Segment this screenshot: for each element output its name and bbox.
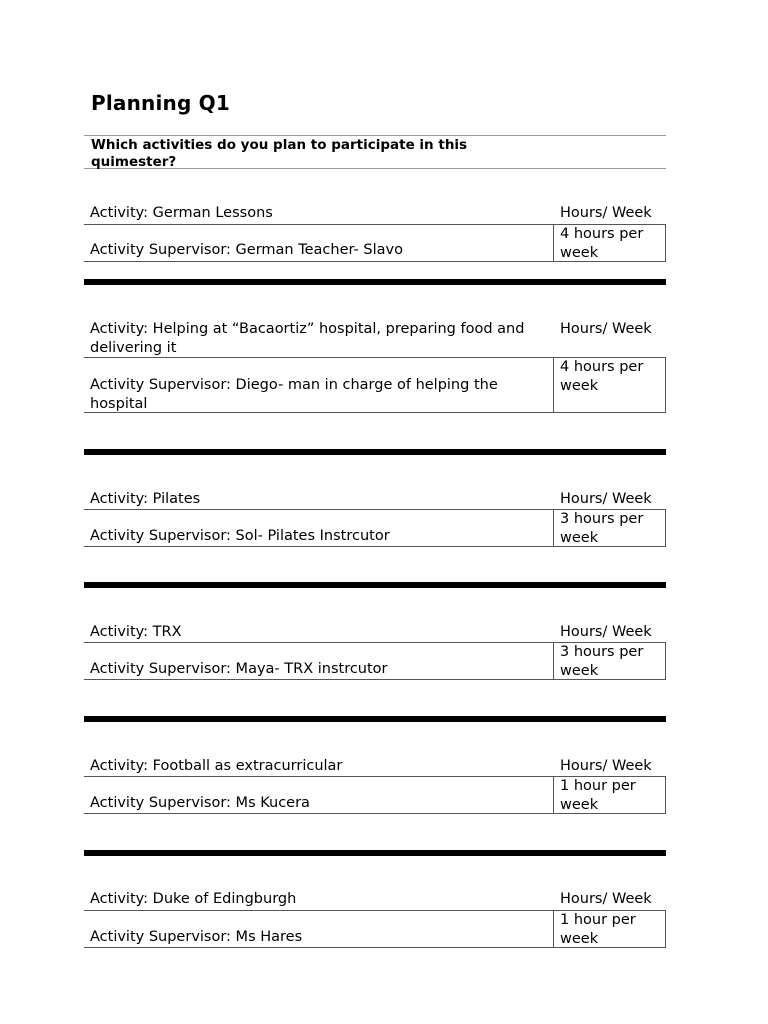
activity-name: Activity: German Lessons — [90, 205, 273, 221]
hours-cell — [553, 357, 666, 413]
activity-name: Activity: Helping at “Bacaortiz” hospital, preparing food and delivering it — [90, 321, 525, 356]
hours-week-label: Hours/ Week — [560, 891, 652, 907]
activity-supervisor: Activity Supervisor: Sol- Pilates Instrcutor — [90, 528, 390, 544]
section-separator — [84, 449, 666, 455]
hours-week-label: Hours/ Week — [560, 205, 652, 221]
hours-week-label: Hours/ Week — [560, 321, 652, 337]
hours-value: 1 hour per week — [560, 912, 636, 947]
activity-name: Activity: TRX — [90, 624, 182, 640]
activity-supervisor: Activity Supervisor: Ms Hares — [90, 929, 303, 945]
hours-cell — [553, 224, 666, 262]
row-divider — [84, 813, 666, 814]
row-divider — [84, 261, 666, 262]
row-divider — [84, 412, 666, 413]
section-separator — [84, 582, 666, 588]
hours-value: 1 hour per week — [560, 778, 636, 813]
activity-name: Activity: Duke of Edingburgh — [90, 891, 297, 907]
activity-name: Activity: Pilates — [90, 491, 201, 507]
hours-cell — [553, 642, 666, 680]
section-separator — [84, 850, 666, 856]
hours-cell — [553, 776, 666, 814]
activity-supervisor: Activity Supervisor: Ms Kucera — [90, 795, 310, 811]
hours-week-label: Hours/ Week — [560, 758, 652, 774]
row-divider — [84, 546, 666, 547]
activity-block — [84, 623, 666, 681]
hours-week-label: Hours/ Week — [560, 491, 652, 507]
section-separator — [84, 279, 666, 285]
activity-supervisor: Activity Supervisor: German Teacher- Slavo — [90, 242, 403, 258]
activity-block — [84, 320, 666, 413]
question-text: Which activities do you plan to participate in this quimester? — [91, 137, 468, 170]
section-separator — [84, 716, 666, 722]
row-divider — [84, 679, 666, 680]
hours-value: 4 hours per week — [560, 226, 644, 261]
hours-value: 4 hours per week — [560, 359, 644, 394]
activity-block — [84, 490, 666, 548]
activity-block — [84, 757, 666, 815]
hours-cell — [553, 509, 666, 547]
page-title: Planning Q1 — [91, 91, 230, 115]
hours-cell — [553, 910, 666, 948]
hours-value: 3 hours per week — [560, 644, 644, 679]
question-row — [84, 135, 666, 169]
hours-week-label: Hours/ Week — [560, 624, 652, 640]
activity-block — [84, 204, 666, 262]
activity-supervisor: Activity Supervisor: Diego- man in charge of helping the hospital — [90, 377, 498, 412]
row-divider — [84, 947, 666, 948]
activity-block — [84, 890, 666, 948]
activity-supervisor: Activity Supervisor: Maya- TRX instrcutor — [90, 661, 388, 677]
hours-value: 3 hours per week — [560, 511, 644, 546]
activity-name: Activity: Football as extracurricular — [90, 758, 343, 774]
